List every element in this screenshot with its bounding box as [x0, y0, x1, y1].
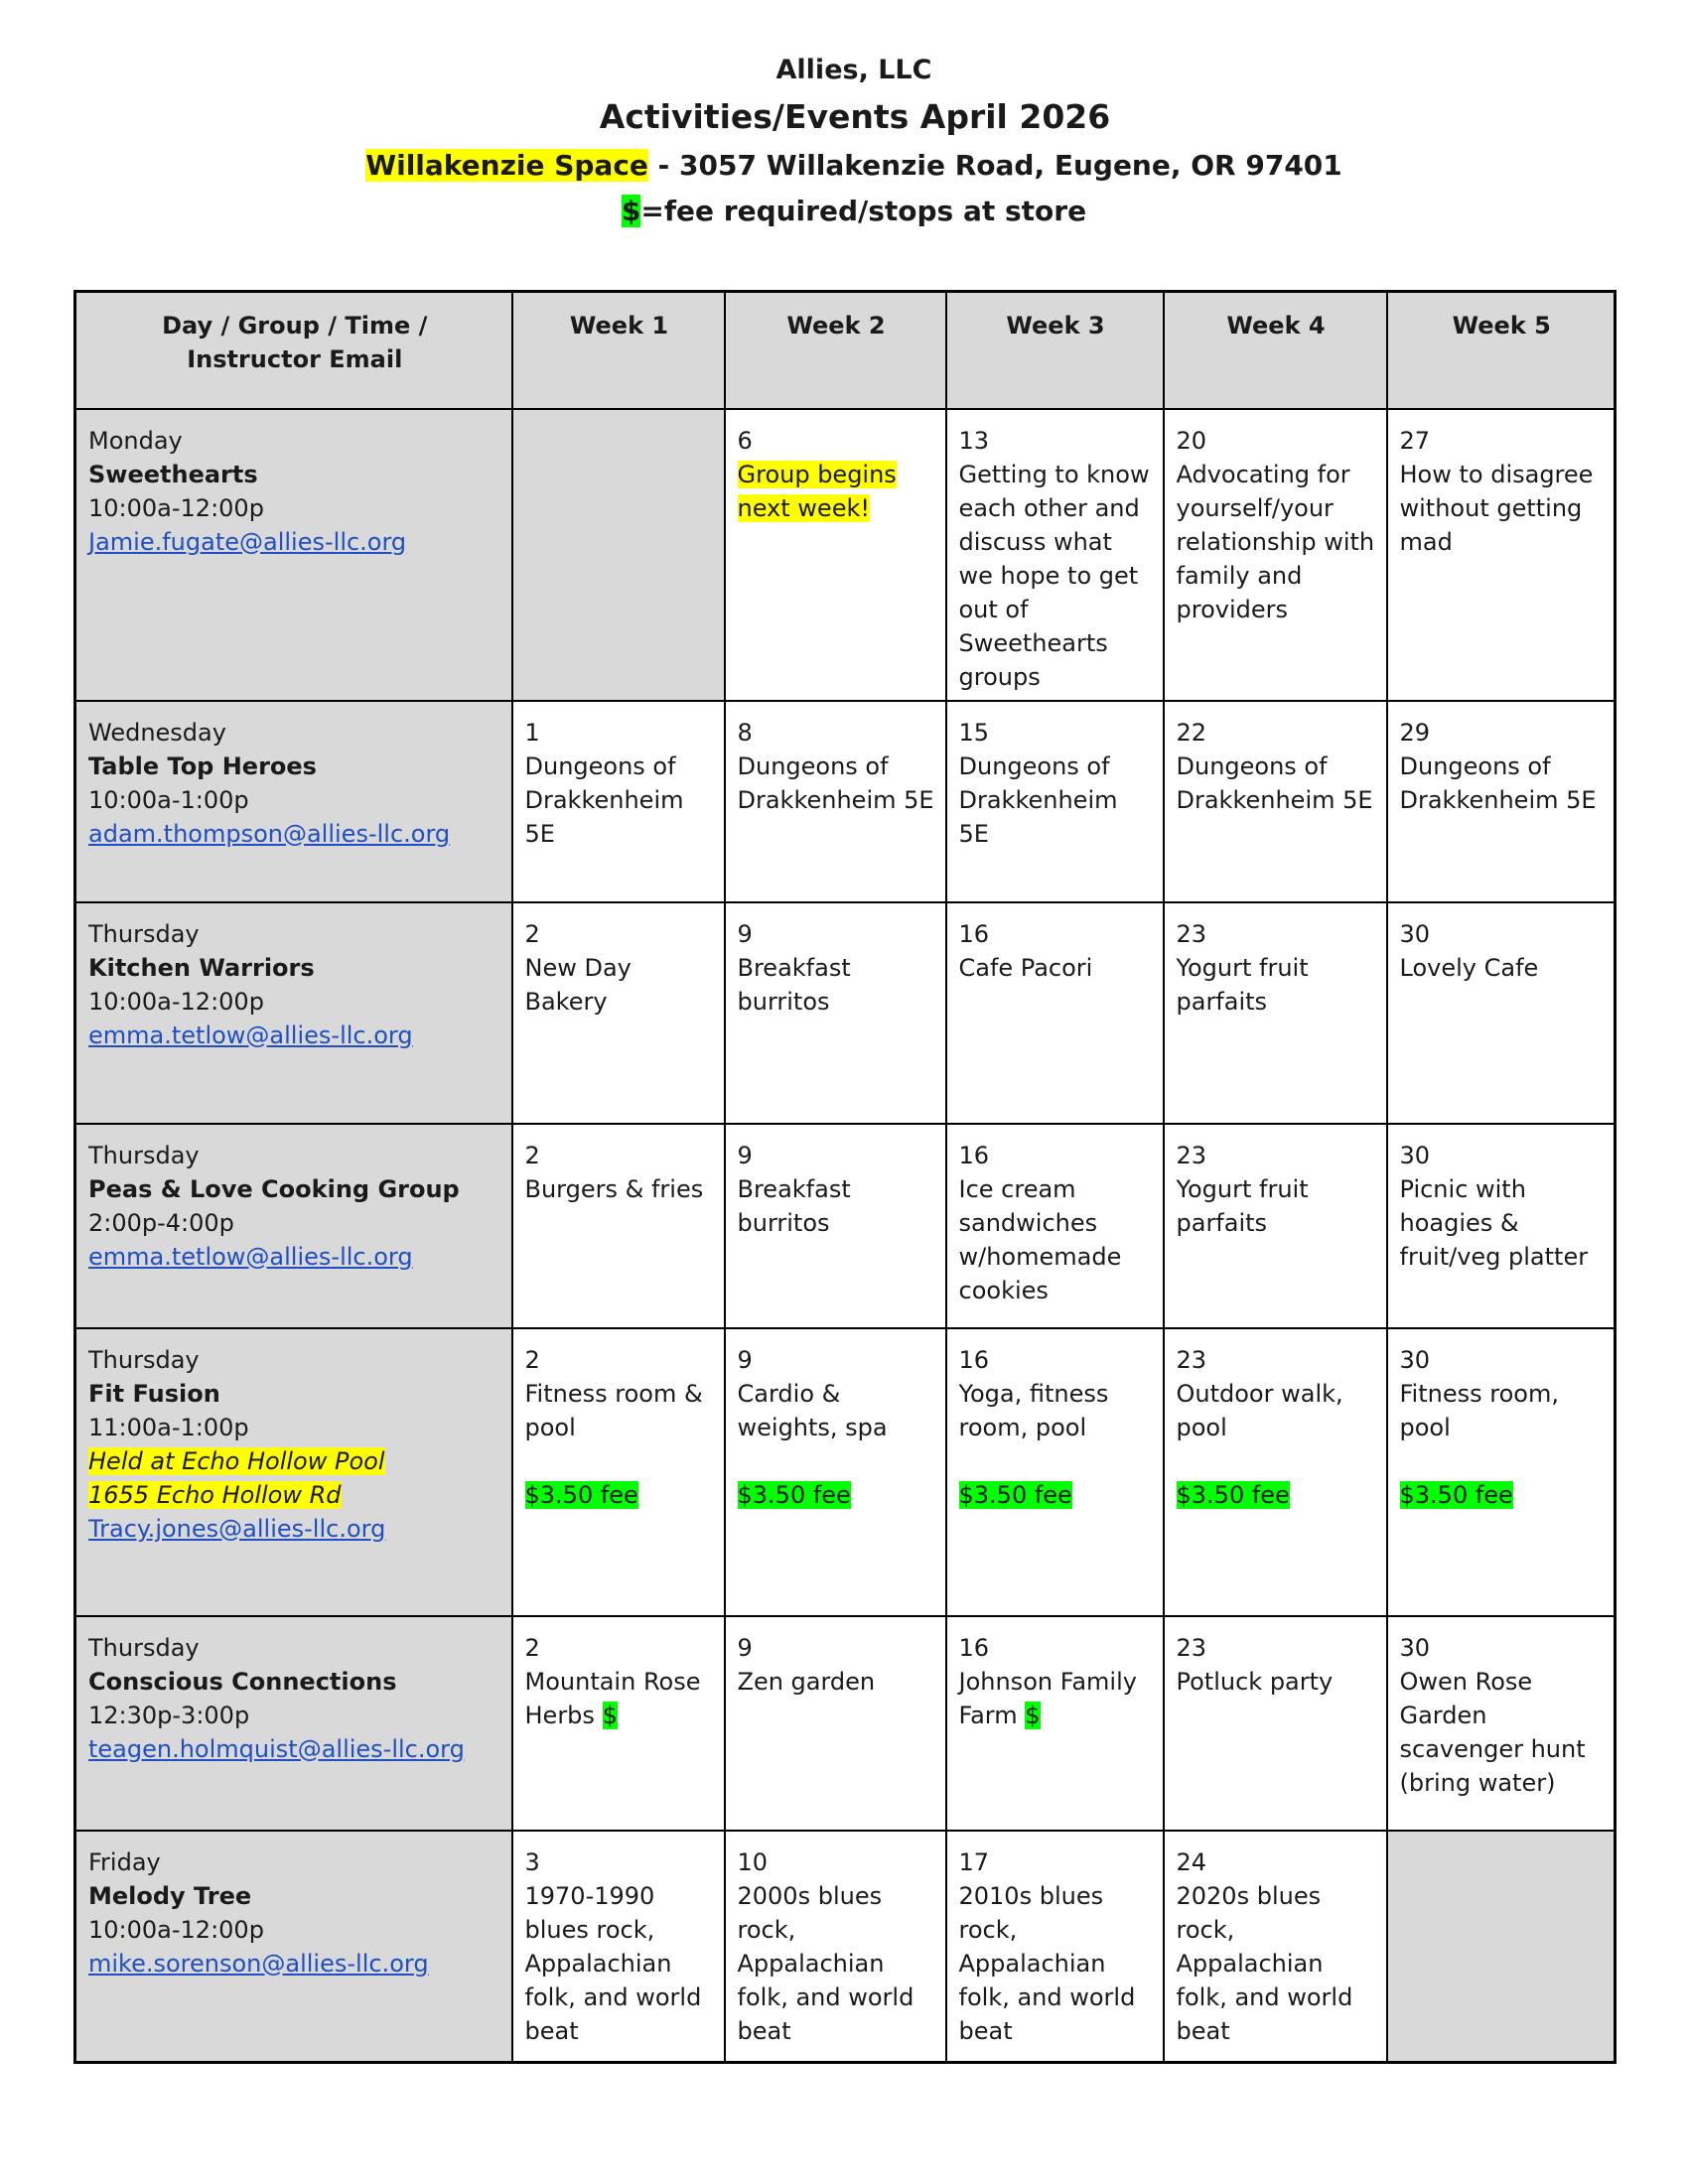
- activity-cell: [725, 409, 946, 701]
- date-number: 16: [958, 1345, 990, 1374]
- activity-text: Group begins next week!: [737, 460, 897, 522]
- date-number: 24: [1176, 1847, 1207, 1876]
- date-number: 30: [1399, 1345, 1431, 1374]
- row-header: [75, 701, 512, 902]
- date-number: 9: [737, 1633, 753, 1662]
- week-header: Week 1: [512, 292, 725, 409]
- week-header: Week 5: [1387, 292, 1616, 409]
- day-label: Thursday: [88, 1345, 200, 1374]
- date-number: 3: [524, 1847, 540, 1876]
- corner-header-line1: Day / Group / Time /: [162, 312, 428, 340]
- table-row: [75, 1328, 1616, 1616]
- activity-cell: [725, 902, 946, 1124]
- activity-text: Mountain Rose Herbs: [524, 1667, 701, 1729]
- activity-cell: [1164, 701, 1387, 902]
- date-number: 30: [1399, 1141, 1431, 1169]
- activity-cell: [512, 701, 725, 902]
- day-label: Monday: [88, 426, 183, 455]
- activity-text: Dungeons of Drakkenheim 5E: [1176, 751, 1373, 814]
- activity-text: Yogurt fruit parfaits: [1176, 1174, 1309, 1237]
- date-number: 2: [524, 1141, 540, 1169]
- activity-cell: [946, 902, 1164, 1124]
- fee-legend: [20, 189, 1688, 234]
- date-number: 2: [524, 1345, 540, 1374]
- instructor-email-link[interactable]: adam.thompson@allies-llc.org: [88, 819, 451, 848]
- schedule-table: [73, 290, 1617, 2064]
- activity-text: 1970-1990 blues rock, Appalachian folk, and world beat: [524, 1881, 702, 2045]
- activity-cell: [1164, 1616, 1387, 1831]
- date-number: 2: [524, 1633, 540, 1662]
- activity-text: Cafe Pacori: [958, 953, 1093, 982]
- instructor-email-link[interactable]: emma.tetlow@allies-llc.org: [88, 1242, 413, 1271]
- instructor-email-link[interactable]: emma.tetlow@allies-llc.org: [88, 1021, 413, 1049]
- date-number: 16: [958, 919, 990, 948]
- date-number: 30: [1399, 1633, 1431, 1662]
- date-number: 15: [958, 718, 990, 747]
- fee-amount: $3.50 fee: [1176, 1480, 1290, 1509]
- date-number: 22: [1176, 718, 1207, 747]
- date-number: 29: [1399, 718, 1431, 747]
- activity-text: Dungeons of Drakkenheim 5E: [524, 751, 684, 848]
- activity-cell: [946, 1328, 1164, 1616]
- instructor-email-link[interactable]: Jamie.fugate@allies-llc.org: [88, 527, 407, 556]
- activity-cell: [512, 902, 725, 1124]
- activity-text: Dungeons of Drakkenheim 5E: [1399, 751, 1597, 814]
- activity-text: Zen garden: [737, 1667, 876, 1696]
- group-name: Melody Tree: [88, 1881, 252, 1910]
- activity-text: Breakfast burritos: [737, 1174, 851, 1237]
- date-number: 1: [524, 718, 540, 747]
- location-line: [20, 143, 1688, 189]
- activity-cell: [1387, 1328, 1616, 1616]
- fee-marker: $: [602, 1701, 618, 1729]
- activity-text: Dungeons of Drakkenheim 5E: [737, 751, 934, 814]
- week-header: Week 2: [725, 292, 946, 409]
- date-number: 9: [737, 1345, 753, 1374]
- fee-amount: $3.50 fee: [958, 1480, 1072, 1509]
- date-number: 8: [737, 718, 753, 747]
- activity-text: Fitness room & pool: [524, 1379, 703, 1441]
- date-number: 30: [1399, 919, 1431, 948]
- table-row: [75, 409, 1616, 701]
- activity-text: Burgers & fries: [524, 1174, 704, 1203]
- activity-text: New Day Bakery: [524, 953, 632, 1016]
- activity-text: Owen Rose Garden scavenger hunt (bring water): [1399, 1667, 1586, 1797]
- time-range: 11:00a-1:00p: [88, 1413, 249, 1441]
- empty-cell: [1387, 1831, 1616, 2063]
- activity-cell: [946, 1124, 1164, 1328]
- fee-symbol: $: [621, 195, 641, 227]
- activity-cell: [725, 1831, 946, 2063]
- activity-cell: [946, 701, 1164, 902]
- activity-cell: [725, 1328, 946, 1616]
- row-header: [75, 902, 512, 1124]
- activity-cell: [1164, 1124, 1387, 1328]
- table-row: [75, 701, 1616, 902]
- location-address-note: 1655 Echo Hollow Rd: [88, 1480, 342, 1509]
- activity-cell: [725, 1124, 946, 1328]
- activity-text: Ice cream sandwiches w/homemade cookies: [958, 1174, 1122, 1304]
- activity-text: Picnic with hoagies & fruit/veg platter: [1399, 1174, 1589, 1271]
- table-row: [75, 902, 1616, 1124]
- week-header: Week 3: [946, 292, 1164, 409]
- instructor-email-link[interactable]: Tracy.jones@allies-llc.org: [88, 1514, 386, 1543]
- date-number: 17: [958, 1847, 990, 1876]
- fee-marker: $: [1025, 1701, 1041, 1729]
- activity-text: 2000s blues rock, Appalachian folk, and world beat: [737, 1881, 914, 2045]
- activity-cell: [1387, 409, 1616, 701]
- activity-text: 2010s blues rock, Appalachian folk, and world beat: [958, 1881, 1136, 2045]
- activity-text: Potluck party: [1176, 1667, 1334, 1696]
- table-row: [75, 1616, 1616, 1831]
- activity-text: Yogurt fruit parfaits: [1176, 953, 1309, 1016]
- day-label: Thursday: [88, 919, 200, 948]
- group-name: Sweethearts: [88, 460, 258, 488]
- activity-text: Johnson Family Farm: [958, 1667, 1137, 1729]
- time-range: 10:00a-12:00p: [88, 987, 264, 1016]
- location-address: - 3057 Willakenzie Road, Eugene, OR 97401: [647, 149, 1342, 182]
- day-label: Wednesday: [88, 718, 226, 747]
- activity-text: Dungeons of Drakkenheim 5E: [958, 751, 1118, 848]
- time-range: 10:00a-12:00p: [88, 493, 264, 522]
- date-number: 23: [1176, 1345, 1207, 1374]
- activity-cell: [512, 1831, 725, 2063]
- activity-cell: [1164, 1328, 1387, 1616]
- time-range: 10:00a-1:00p: [88, 785, 249, 814]
- day-label: Thursday: [88, 1633, 200, 1662]
- activity-cell: [1387, 701, 1616, 902]
- date-number: 23: [1176, 919, 1207, 948]
- location-note: Held at Echo Hollow Pool: [88, 1446, 385, 1475]
- group-name: Kitchen Warriors: [88, 953, 315, 982]
- activity-text: Outdoor walk, pool: [1176, 1379, 1343, 1441]
- date-number: 16: [958, 1141, 990, 1169]
- date-number: 9: [737, 1141, 753, 1169]
- date-number: 27: [1399, 426, 1431, 455]
- activity-cell: [1387, 902, 1616, 1124]
- date-number: 9: [737, 919, 753, 948]
- activity-cell: [725, 701, 946, 902]
- fee-amount: $3.50 fee: [1399, 1480, 1513, 1509]
- activity-text: Getting to know each other and discuss what we hope to get out of Sweethearts groups: [958, 460, 1150, 691]
- activity-text: Advocating for yourself/your relationship with family and providers: [1176, 460, 1375, 623]
- date-number: 23: [1176, 1633, 1207, 1662]
- group-name: Conscious Connections: [88, 1667, 397, 1696]
- week-header: Week 4: [1164, 292, 1387, 409]
- time-range: 10:00a-12:00p: [88, 1915, 264, 1944]
- schedule-body: [75, 409, 1616, 2063]
- activity-text: Lovely Cafe: [1399, 953, 1539, 982]
- location-name: Willakenzie Space: [365, 149, 648, 182]
- date-number: 23: [1176, 1141, 1207, 1169]
- group-name: Fit Fusion: [88, 1379, 220, 1408]
- table-row: [75, 1124, 1616, 1328]
- activity-cell: [1164, 1831, 1387, 2063]
- table-row: [75, 1831, 1616, 2063]
- org-name: Allies, LLC: [775, 55, 932, 85]
- day-label: Friday: [88, 1847, 161, 1876]
- page-title: Activities/Events April 2026: [599, 97, 1111, 136]
- row-header: [75, 1124, 512, 1328]
- activity-cell: [946, 409, 1164, 701]
- activity-cell: [512, 1616, 725, 1831]
- date-number: 16: [958, 1633, 990, 1662]
- activity-cell: [946, 1831, 1164, 2063]
- fee-legend-text: =fee required/stops at store: [640, 195, 1087, 227]
- fee-amount: $3.50 fee: [737, 1480, 851, 1509]
- row-header: [75, 1328, 512, 1616]
- row-header: [75, 409, 512, 701]
- group-name: Peas & Love Cooking Group: [88, 1174, 460, 1203]
- activity-text: How to disagree without getting mad: [1399, 460, 1594, 556]
- corner-header: [75, 292, 512, 409]
- activity-cell: [1164, 902, 1387, 1124]
- activity-cell: [1164, 409, 1387, 701]
- activity-cell: [512, 1328, 725, 1616]
- activity-text: Yoga, fitness room, pool: [958, 1379, 1109, 1441]
- date-number: 6: [737, 426, 753, 455]
- fee-amount: $3.50 fee: [524, 1480, 638, 1509]
- activity-cell: [946, 1616, 1164, 1831]
- date-number: 2: [524, 919, 540, 948]
- day-label: Thursday: [88, 1141, 200, 1169]
- activity-text: Fitness room, pool: [1399, 1379, 1559, 1441]
- activity-cell: [725, 1616, 946, 1831]
- row-header: [75, 1831, 512, 2063]
- activity-text: 2020s blues rock, Appalachian folk, and world beat: [1176, 1881, 1353, 2045]
- activity-cell: [512, 1124, 725, 1328]
- activity-text: Cardio & weights, spa: [737, 1379, 888, 1441]
- empty-cell: [512, 409, 725, 701]
- activity-cell: [1387, 1616, 1616, 1831]
- date-number: 13: [958, 426, 990, 455]
- time-range: 2:00p-4:00p: [88, 1208, 234, 1237]
- instructor-email-link[interactable]: mike.sorenson@allies-llc.org: [88, 1949, 429, 1978]
- time-range: 12:30p-3:00p: [88, 1701, 250, 1729]
- activity-cell: [1387, 1124, 1616, 1328]
- activity-text: Breakfast burritos: [737, 953, 851, 1016]
- corner-header-line2: Instructor Email: [187, 345, 403, 373]
- date-number: 20: [1176, 426, 1207, 455]
- instructor-email-link[interactable]: teagen.holmquist@allies-llc.org: [88, 1734, 465, 1763]
- date-number: 10: [737, 1847, 769, 1876]
- row-header: [75, 1616, 512, 1831]
- group-name: Table Top Heroes: [88, 751, 317, 780]
- document-header: [0, 50, 1688, 234]
